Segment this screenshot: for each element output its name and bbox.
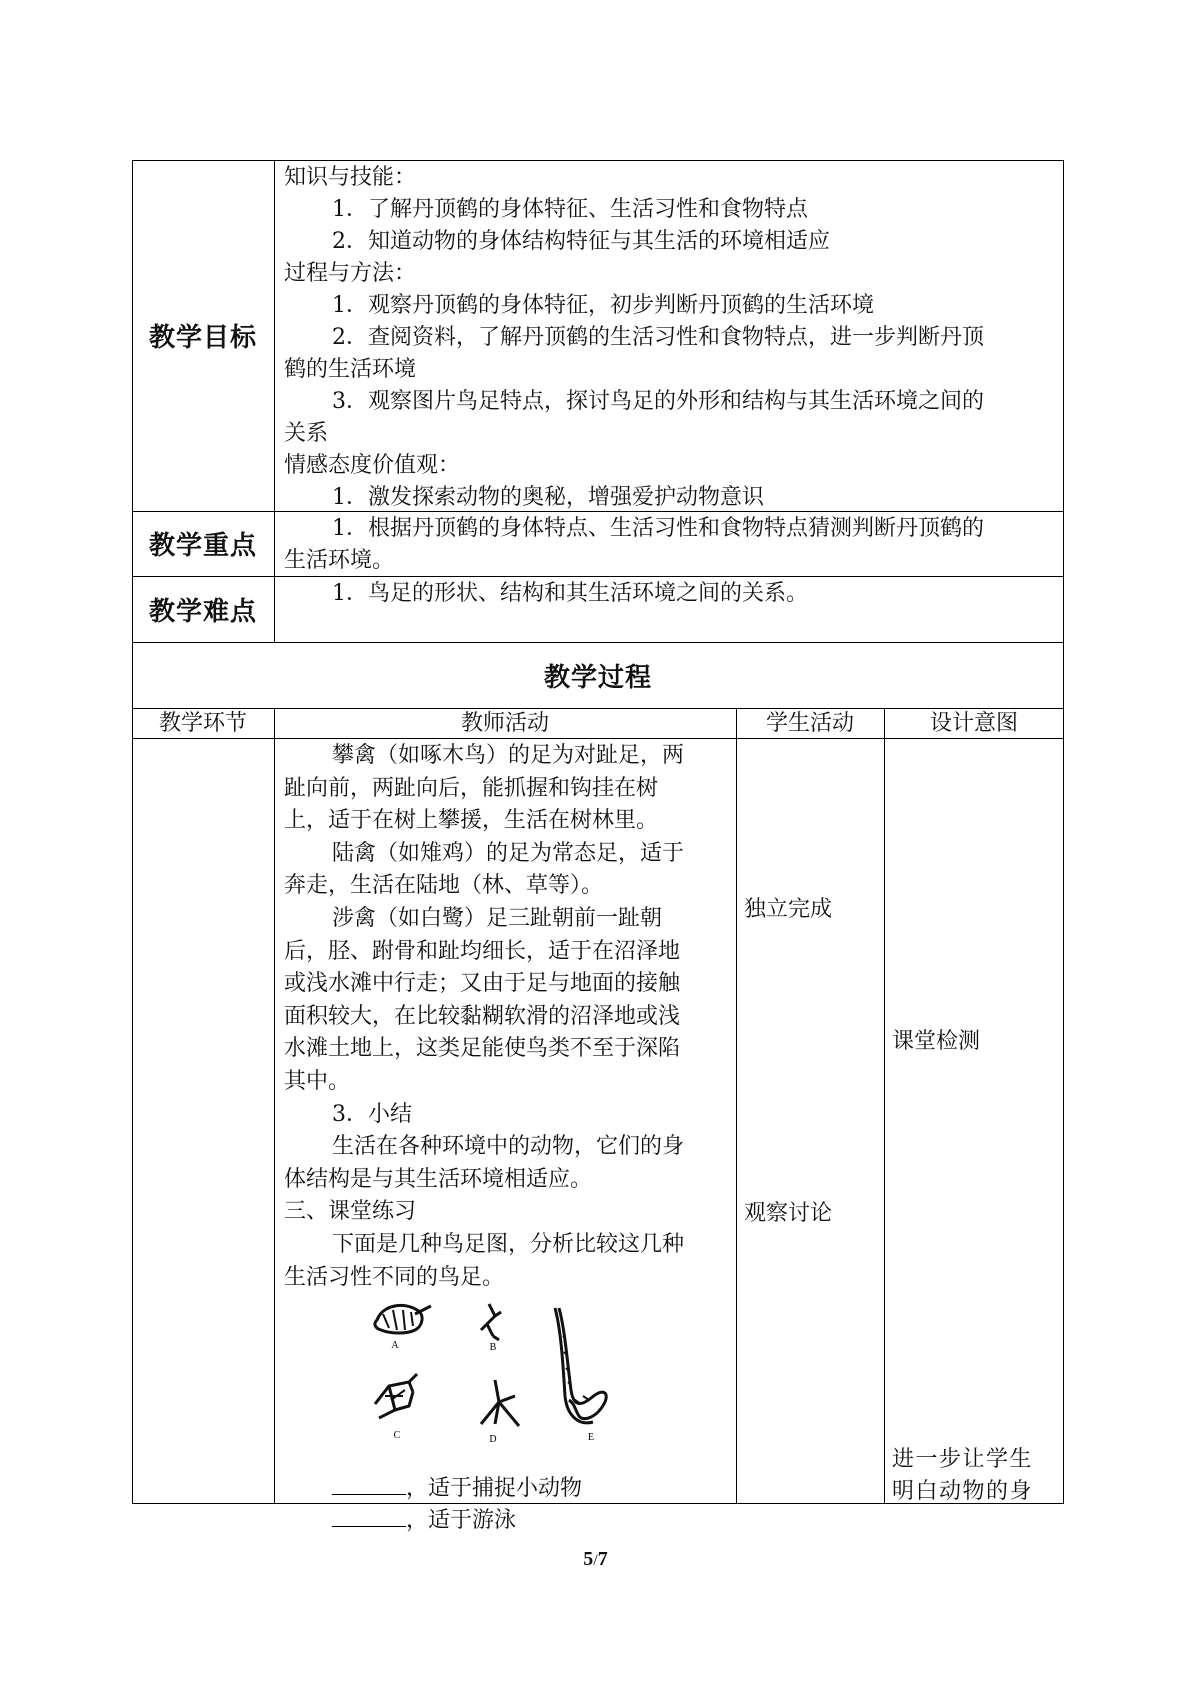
teacher-line: 生活在各种环境中的动物，它们的身 (332, 1134, 685, 1160)
difficulty-content (284, 578, 1059, 640)
figure-label-b: B (489, 1342, 497, 1353)
header-teacher-activity: 教师活动 (460, 711, 549, 736)
header-student-activity: 学生活动 (765, 711, 854, 736)
objectives-line: 2．知道动物的身体结构特征与其生活的环境相适应 (332, 229, 830, 254)
design-intent-2: 进一步让学生 (892, 1447, 1034, 1472)
key-point-content (284, 513, 1059, 575)
answer-blank[interactable] (332, 1470, 406, 1495)
teacher-line: 奔走，生活在陆地（林、草等）。 (284, 873, 604, 899)
page-number (0, 1548, 1191, 1571)
design-intent-3: 明白动物的身 (892, 1479, 1034, 1504)
objectives-line: 3．观察图片鸟足特点，探讨鸟足的外形和结构与其生活环境之间的 (332, 389, 984, 414)
objectives-line: 过程与方法： (284, 261, 417, 286)
page-separator: / (593, 1552, 598, 1569)
objectives-line: 情感态度价值观： (284, 453, 461, 478)
teacher-line: 陆禽（如雉鸡）的足为常态足，适于 (332, 840, 685, 866)
bird-feet-figure (369, 1300, 619, 1455)
header-design-intent: 设计意图 (929, 711, 1018, 736)
teacher-line: 涉禽（如白鹭）足三趾朝前一趾朝 (332, 906, 663, 931)
difficulty-label: 教学难点 (148, 596, 257, 627)
key-point-label: 教学重点 (148, 531, 257, 561)
bird-foot-c (375, 1374, 417, 1418)
design-intent-1: 课堂检测 (892, 1029, 981, 1054)
bird-foot-e (555, 1308, 606, 1423)
objectives-line: 关系 (284, 421, 329, 446)
teacher-line: 趾向前，两趾向后，能抓握和钩挂在树 (284, 775, 659, 801)
objectives-content (284, 162, 1059, 510)
teacher-line: 其中。 (284, 1069, 351, 1094)
bird-foot-d (481, 1380, 519, 1426)
bird-foot-a (375, 1305, 431, 1333)
lesson-plan-table (132, 160, 1064, 1533)
student-activity-1: 独立完成 (744, 897, 833, 922)
objectives-line: 2．查阅资料，了解丹顶鹤的生活习性和食物特点，进一步判断丹顶 (332, 325, 984, 350)
figure-label-e: E (587, 1432, 595, 1443)
header-stage: 教学环节 (158, 711, 247, 736)
figure-label-c: C (393, 1430, 401, 1441)
objectives-line: 1．了解丹顶鹤的身体特征、生活习性和食物特点 (332, 197, 808, 222)
objectives-line: 1．观察丹顶鹤的身体特征，初步判断丹顶鹤的生活环境 (332, 293, 874, 318)
student-activity-2: 观察讨论 (744, 1201, 833, 1226)
page-current: 5 (583, 1548, 594, 1570)
objectives-line: 鹤的生活环境 (284, 357, 417, 382)
teacher-line: 3．小结 (332, 1101, 412, 1127)
teacher-line: 上，适于在树上攀援，生活在树林里。 (284, 808, 659, 834)
key-point-line: 1．根据丹顶鹤的身体特点、生活习性和食物特点猜测判断丹顶鹤的 (332, 516, 984, 541)
teacher-line: 下面是几种鸟足图，分析比较这几种 (332, 1232, 685, 1257)
teacher-line: 攀禽（如啄木鸟）的足为对趾足，两 (332, 743, 685, 768)
teacher-activity-content (284, 740, 734, 1533)
figure-label-a: A (391, 1340, 399, 1351)
teacher-line: 生活习性不同的鸟足。 (284, 1264, 505, 1290)
answer-blank[interactable] (332, 1502, 406, 1527)
key-point-line: 生活环境。 (284, 548, 395, 573)
objectives-label: 教学目标 (148, 323, 257, 353)
objectives-line: 1．激发探索动物的奥秘，增强爱护动物意识 (332, 485, 764, 510)
teacher-line: 水滩土地上，这类足能使鸟类不至于深陷 (284, 1036, 681, 1062)
teacher-line: 体结构是与其生活环境相适应。 (284, 1166, 593, 1192)
page-total: 7 (597, 1548, 608, 1570)
bird-foot-b (481, 1304, 501, 1340)
teacher-line: 三、课堂练习 (284, 1199, 417, 1225)
objectives-line: 知识与技能： (284, 165, 417, 190)
teacher-line: 后，胫、跗骨和趾均细长，适于在沼泽地 (284, 938, 681, 964)
process-title: 教学过程 (543, 662, 652, 693)
teacher-line: 面积较大，在比较黏糊软滑的沼泽地或浅 (284, 1003, 681, 1029)
figure-label-d: D (489, 1434, 497, 1445)
difficulty-line: 1．鸟足的形状、结构和其生活环境之间的关系。 (332, 581, 808, 606)
answer-line-2: ，适于游泳 (332, 1502, 516, 1538)
teacher-line: 或浅水滩中行走；又由于足与地面的接触 (284, 971, 681, 997)
answer-line-1: ，适于捕捉小动物 (332, 1470, 582, 1506)
